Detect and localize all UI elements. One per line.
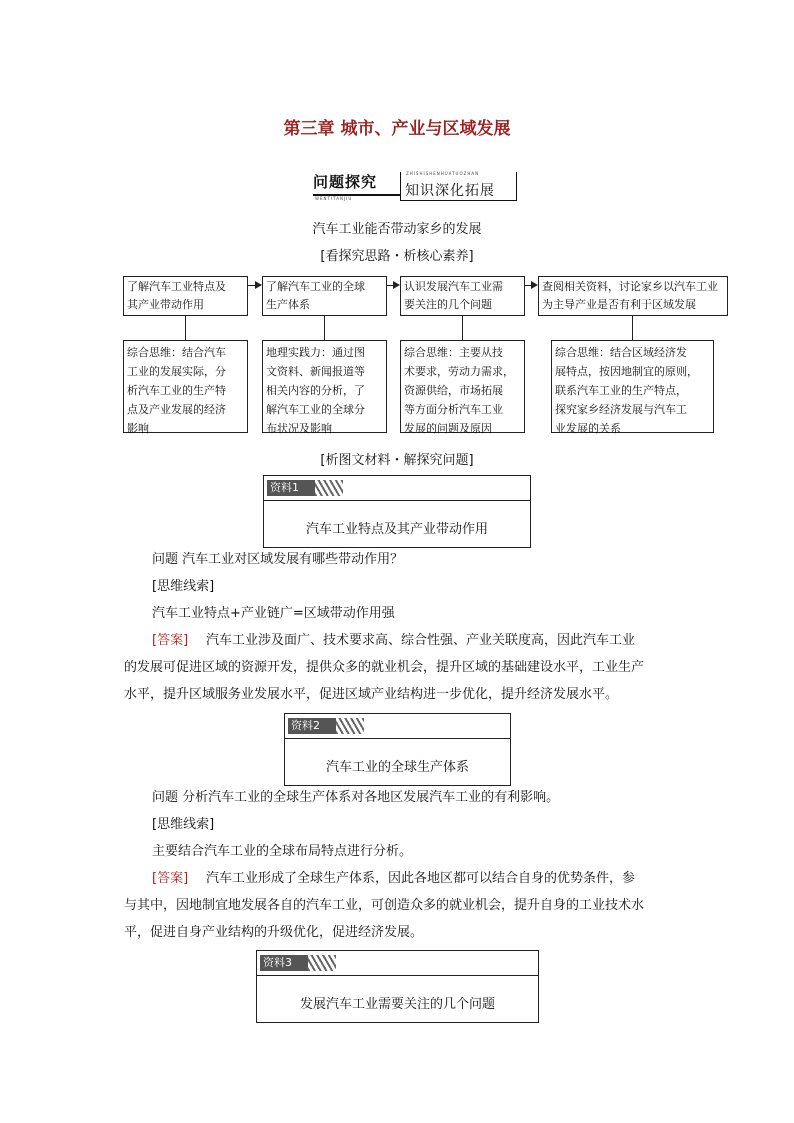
flow-detail-1-line: 析汽车工业的生产特	[127, 384, 226, 397]
question-1-answer-line-2: 的发展可促进区域的资源开发，提供众多的就业机会，提升区域的基础建设水平，工业生产	[124, 660, 645, 675]
question-2-clue: 主要结合汽车工业的全球布局特点进行分析。	[152, 844, 413, 859]
flow-detail-1-line: 综合思维：结合汽车	[127, 346, 226, 359]
question-1: 问题 汽车工业对区域发展有哪些带动作用？	[152, 552, 404, 567]
question-2-answer-line-1: 汽车工业形成了全球生产体系，因此各地区都可以结合自身的优势条件，参	[206, 871, 636, 886]
flow-detail-2	[262, 340, 387, 433]
flow-arrow-2	[393, 281, 400, 289]
material-2-stripe-decoration	[336, 718, 364, 734]
banner-left-title: 问题探究	[313, 170, 397, 198]
question-2: 问题 分析汽车工业的全球生产体系对各地区发展汽车工业的有利影响。	[152, 790, 560, 805]
banner-left-subtitle: WENTITANJIU	[315, 196, 353, 201]
material-2-box	[284, 713, 511, 786]
chapter-title: 第三章 城市、产业与区域发展	[283, 119, 511, 139]
material-2-header	[285, 714, 510, 739]
banner-right-title: 知识深化拓展	[405, 183, 495, 199]
flow-connector-3	[462, 316, 463, 340]
topic-title: 汽车工业能否带动家乡的发展	[312, 222, 482, 237]
material-1-box	[263, 475, 531, 548]
flow-step-1-line-2: 其产业带动作用	[127, 298, 204, 311]
material-1-stripe-decoration	[315, 480, 343, 496]
flow-step-2	[262, 276, 387, 316]
flow-step-4-line-1: 查阅相关资料，讨论家乡以汽车工业	[542, 280, 718, 293]
section-heading-thinking: [看探究思路・析核心素养]	[320, 249, 474, 264]
flow-detail-4	[551, 340, 714, 433]
flow-step-2-line-1: 了解汽车工业的全球	[266, 280, 365, 293]
material-3-tag: 资料3	[260, 955, 308, 971]
question-1-clue-label: [思维线索]	[152, 579, 215, 594]
material-3-box	[256, 950, 539, 1023]
flow-step-3-line-2: 要关注的几个问题	[404, 298, 492, 311]
question-2-answer-label: [答案]	[152, 871, 189, 886]
flow-connector-4	[632, 316, 633, 340]
flow-detail-4-line: 展特点，按因地制宜的原则，	[555, 365, 698, 378]
material-1-header	[264, 476, 530, 501]
question-1-answer-line-1: 汽车工业涉及面广、技术要求高、综合性强、产业关联度高，因此汽车工业	[206, 633, 636, 648]
flow-detail-3-line: 术要求，劳动力需求，	[404, 365, 514, 378]
flow-step-4	[538, 276, 728, 316]
flow-detail-4-line: 探究家乡经济发展与汽车工	[555, 403, 687, 416]
flow-step-2-line-2: 生产体系	[266, 298, 310, 311]
flow-detail-3-line: 综合思维：主要从技	[404, 346, 503, 359]
flow-detail-3-line: 资源供给，市场拓展	[404, 384, 503, 397]
question-2-answer-line-2: 与其中，因地制宜地发展各自的汽车工业，可创造众多的就业机会，提升自身的工业技术水	[124, 898, 645, 913]
flow-detail-1-line: 工业的发展实际，分	[127, 365, 226, 378]
thinking-flow-chart	[0, 0, 794, 450]
flow-detail-2-line: 文资料、新闻报道等	[266, 365, 365, 378]
flow-detail-1-line: 影响	[127, 422, 149, 435]
question-2-clue-label: [思维线索]	[152, 817, 215, 832]
material-1-title: 汽车工业特点及其产业带动作用	[305, 522, 488, 537]
question-1-answer-line-3: 水平，提升区域服务业发展水平，促进区域产业结构进一步优化，提升经济发展水平。	[124, 687, 619, 702]
flow-detail-3-line: 等方面分析汽车工业	[404, 403, 503, 416]
material-2-title: 汽车工业的全球生产体系	[325, 760, 469, 775]
flow-detail-2-line: 布状况及影响	[266, 422, 332, 435]
flow-arrow-3	[531, 281, 538, 289]
material-3-title: 发展汽车工业需要关注的几个问题	[299, 997, 495, 1012]
flow-detail-2-line: 解汽车工业的全球分	[266, 403, 365, 416]
flow-detail-2-line: 相关内容的分析，了	[266, 384, 365, 397]
flow-step-4-line-2: 为主导产业是否有利于区域发展	[542, 298, 696, 311]
flow-detail-1-line: 点及产业发展的经济	[127, 403, 226, 416]
flow-step-1	[123, 276, 248, 316]
flow-detail-3-line: 发展的问题及原因	[404, 422, 492, 435]
question-1-clue: 汽车工业特点+产业链广=区域带动作用强	[152, 606, 395, 621]
flow-detail-4-line: 联系汽车工业的生产特点，	[555, 384, 687, 397]
flow-detail-4-line: 综合思维：结合区域经济发	[555, 346, 687, 359]
flow-arrow-1	[255, 281, 262, 289]
question-1-answer-label: [答案]	[152, 633, 189, 648]
flow-step-3-line-1: 认识发展汽车工业需	[404, 280, 503, 293]
banner-right-subtitle: ZHISHISHENHUATUOZHAN	[406, 171, 480, 176]
question-2-answer-line-3: 平，促进自身产业结构的升级优化，促进经济发展。	[124, 925, 424, 940]
flow-step-3	[400, 276, 525, 316]
flow-detail-4-line: 业发展的关系	[555, 422, 621, 435]
flow-detail-3	[400, 340, 525, 433]
flow-detail-2-line: 地理实践力：通过图	[266, 346, 365, 359]
flow-detail-1	[123, 340, 248, 433]
flow-connector-2	[324, 316, 325, 340]
material-2-tag: 资料2	[288, 718, 336, 734]
material-3-header	[257, 951, 538, 976]
material-3-stripe-decoration	[308, 955, 336, 971]
flow-connector-1	[185, 316, 186, 340]
material-1-tag: 资料1	[267, 480, 315, 496]
section-heading-analysis: [析图文材料・解探究问题]	[320, 453, 474, 468]
flow-step-1-line-1: 了解汽车工业特点及	[127, 280, 226, 293]
